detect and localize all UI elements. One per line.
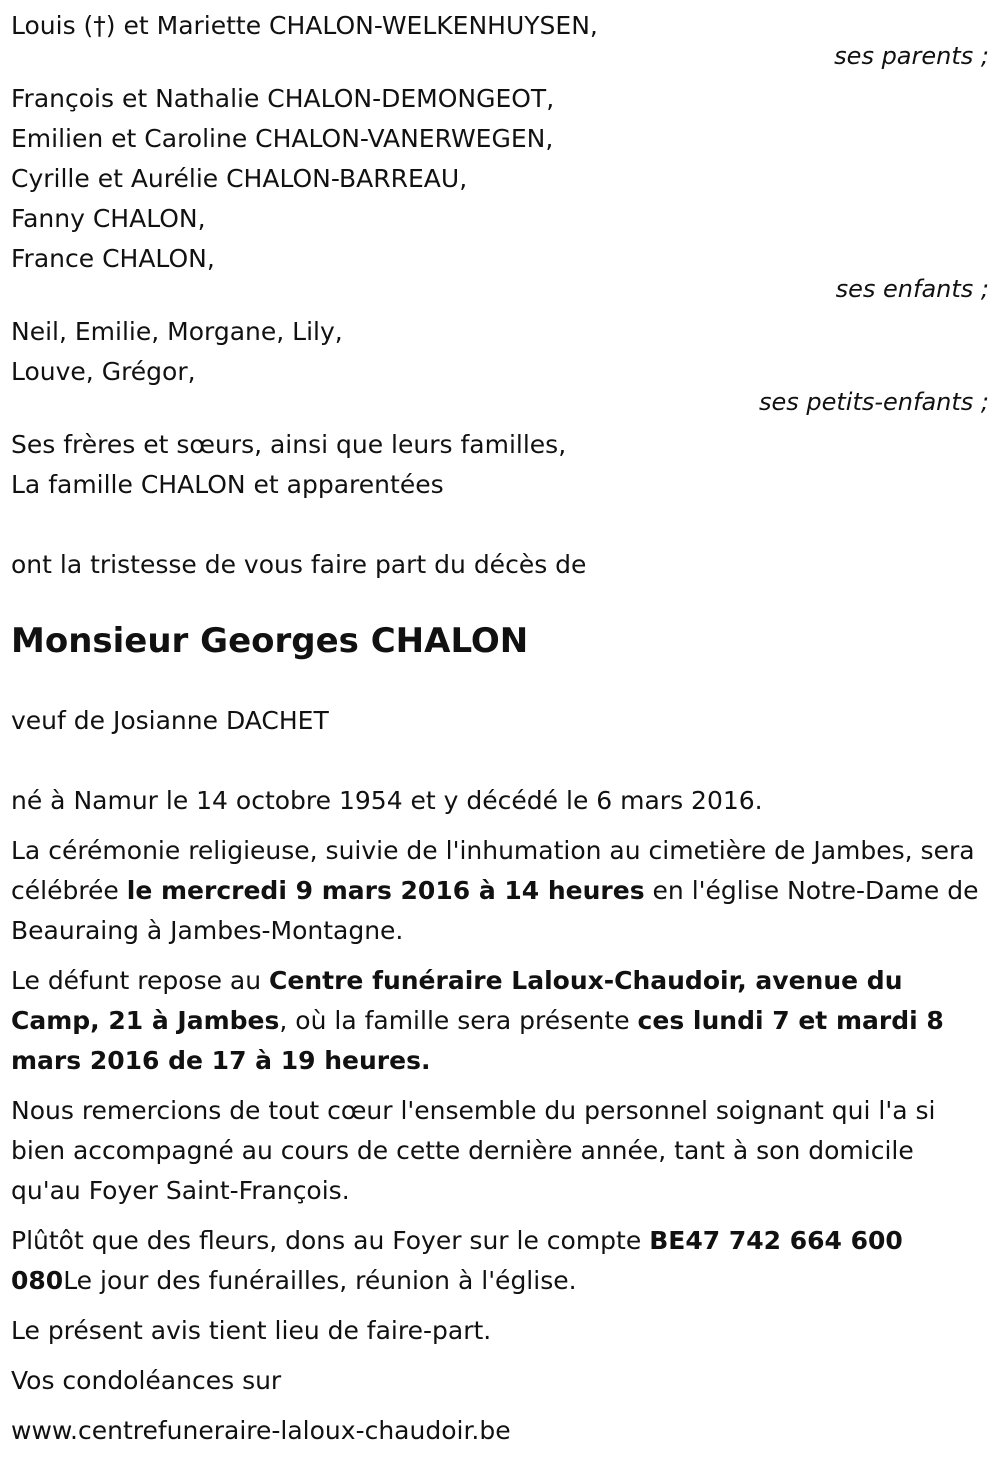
children-role: ses enfants ;: [835, 275, 989, 303]
ceremony-paragraph: [11, 831, 989, 951]
child-line: François et Nathalie CHALON-DEMONGEOT,: [11, 84, 555, 113]
ceremony-text: La cérémonie religieuse, suivie de l'inhumation au cimetière de Jambes, sera célébrée: [11, 836, 975, 905]
birth-death-dates: né à Namur le 14 octobre 1954 et y décédé le 6 mars 2016.: [11, 786, 763, 815]
ceremony-date: le mercredi 9 mars 2016 à 14 heures: [126, 876, 645, 905]
funeral-gathering: Le jour des funérailles, réunion à l'église.: [63, 1266, 577, 1295]
deceased-name: Monsieur Georges CHALON: [11, 621, 529, 661]
widower-of: veuf de Josianne DACHET: [11, 706, 329, 735]
relatives-line: La famille CHALON et apparentées: [11, 470, 444, 499]
grandchildren-line: Neil, Emilie, Morgane, Lily,: [11, 317, 343, 346]
relatives-line: Ses frères et sœurs, ainsi que leurs familles,: [11, 430, 567, 459]
donation-text: Plûtôt que des fleurs, dons au Foyer sur le compte: [11, 1226, 650, 1255]
child-line: France CHALON,: [11, 244, 215, 273]
visit-hours: ces lundi 7 et mardi 8 mars 2016 de 17 à 19 heures.: [11, 1006, 944, 1075]
notice-text: Le présent avis tient lieu de faire-part.: [11, 1316, 492, 1345]
repose-family: , où la famille sera présente: [279, 1006, 638, 1035]
repose-location: Centre funéraire Laloux-Chaudoir, avenue du Camp, 21 à Jambes: [11, 966, 903, 1035]
condolences-label: Vos condoléances sur: [11, 1366, 282, 1395]
parents-line: Louis (†) et Mariette CHALON-WELKENHUYSEN,: [11, 11, 598, 40]
repose-text: Le défunt repose au: [11, 966, 270, 995]
repose-paragraph: [11, 961, 989, 1081]
donation-paragraph: [11, 1221, 989, 1301]
grandchildren-role: ses petits-enfants ;: [758, 388, 989, 416]
thanks-paragraph: Nous remercions de tout cœur l'ensemble du personnel soignant qui l'a si bien accompagné au cours de cette dernière année, tant à son domicile qu'au Foyer Saint-François.: [11, 1096, 936, 1205]
bank-account: BE47 742 664 600 080: [11, 1226, 903, 1295]
child-line: Cyrille et Aurélie CHALON-BARREAU,: [11, 164, 468, 193]
child-line: Emilien et Caroline CHALON-VANERWEGEN,: [11, 124, 554, 153]
ceremony-place: en l'église Notre-Dame de Beauraing à Jambes-Montagne.: [11, 876, 979, 945]
parents-role: ses parents ;: [834, 42, 989, 70]
grandchildren-line: Louve, Grégor,: [11, 357, 196, 386]
announcement-intro: ont la tristesse de vous faire part du décès de: [11, 550, 587, 579]
child-line: Fanny CHALON,: [11, 204, 206, 233]
website-link[interactable]: www.centrefuneraire-laloux-chaudoir.be: [11, 1416, 511, 1445]
obituary-notice: [11, 6, 989, 1461]
